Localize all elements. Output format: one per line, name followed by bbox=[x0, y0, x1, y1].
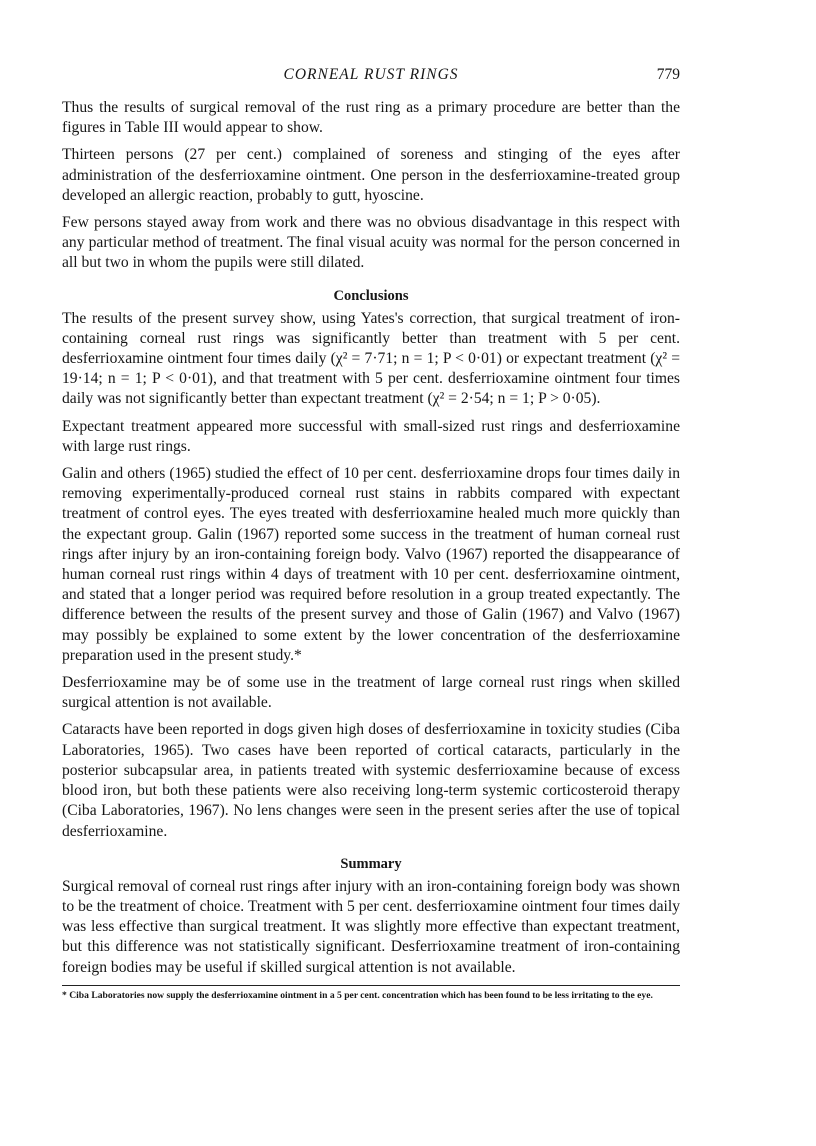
paragraph: Thirteen persons (27 per cent.) complained of soreness and stinging of the eyes after administration of the desferrioxamine ointment. One person in the desferrioxamine-treated group developed an allergic reaction, probably to gutt, hyoscine. bbox=[62, 146, 680, 204]
page-number: 779 bbox=[656, 66, 680, 83]
footnote: * Ciba Laboratories now supply the desferrioxamine ointment in a 5 per cent. concentration which has been found to be less irritating to the eye. bbox=[62, 989, 653, 1001]
paragraph: Surgical removal of corneal rust rings after injury with an iron-containing foreign body was shown to be the treatment of choice. Treatment with 5 per cent. desferrioxamine ointment four times daily was less effective than surgical treatment. It was slightly more effective than expectant treatment, but this difference was not statistically significant. Desferrioxamine treatment of iron-containing foreign bodies may be useful if skilled surgical attention is not available. bbox=[62, 877, 680, 976]
paragraph: Desferrioxamine may be of some use in the treatment of large corneal rust rings when skilled surgical attention is not available. bbox=[62, 674, 680, 712]
section-heading-summary: Summary bbox=[340, 855, 402, 872]
page bbox=[62, 66, 680, 1001]
paragraph: Cataracts have been reported in dogs given high doses of desferrioxamine in toxicity studies (Ciba Laboratories, 1965). Two cases have been reported of cortical cataracts, particularly in the posterior subcapsular area, in patients treated with systemic desferrioxamine because of excess blood iron, but both these patients were also receiving long-term systemic corticosteroid therapy (Ciba Laboratories, 1967). No lens changes were seen in the present series after the use of topical desferrioxamine. bbox=[62, 721, 680, 840]
paragraph: Thus the results of surgical removal of the rust ring as a primary procedure are better than the figures in Table III would appear to show. bbox=[62, 99, 680, 137]
footnote-divider bbox=[62, 985, 680, 986]
paragraph: Expectant treatment appeared more successful with small-sized rust rings and desferrioxamine with large rust rings. bbox=[62, 417, 680, 455]
paragraph: Few persons stayed away from work and there was no obvious disadvantage in this respect with any particular method of treatment. The final visual acuity was normal for the person concerned in all but two in whom the pupils were still dilated. bbox=[62, 214, 680, 272]
section-heading-conclusions: Conclusions bbox=[333, 287, 409, 304]
paragraph: The results of the present survey show, using Yates's correction, that surgical treatment of iron-containing corneal rust rings was significantly better than treatment with 5 per cent. desferrioxamine ointment four times daily (χ² = 7·71; n = 1; P < 0·01) or expectant treatment (χ² = 19·14; n = 1; P < 0·01), and that treatment with 5 per cent. desferrioxamine ointment four times daily was not significantly better than expectant treatment (χ² = 2·54; n = 1; P > 0·05). bbox=[62, 309, 680, 408]
running-title: CORNEAL RUST RINGS bbox=[283, 66, 459, 83]
paragraph: Galin and others (1965) studied the effect of 10 per cent. desferrioxamine drops four times daily in removing experimentally-produced corneal rust stains in rabbits compared with expectant treatment of control eyes. The eyes treated with desferrioxamine healed much more quickly than the expectant group. Galin (1967) reported some success in the treatment of human corneal rust rings after injury by an iron-containing foreign body. Valvo (1967) reported the disappearance of human corneal rust rings within 4 days of treatment with 10 per cent. desferrioxamine ointment, and stated that a longer period was required before resolution in a group treated expectantly. The difference between the results of the present survey and those of Galin (1967) and Valvo (1967) may possibly be explained to some extent by the lower concentration of the desferrioxamine preparation used in the present study.* bbox=[62, 465, 680, 664]
running-header bbox=[62, 66, 680, 90]
